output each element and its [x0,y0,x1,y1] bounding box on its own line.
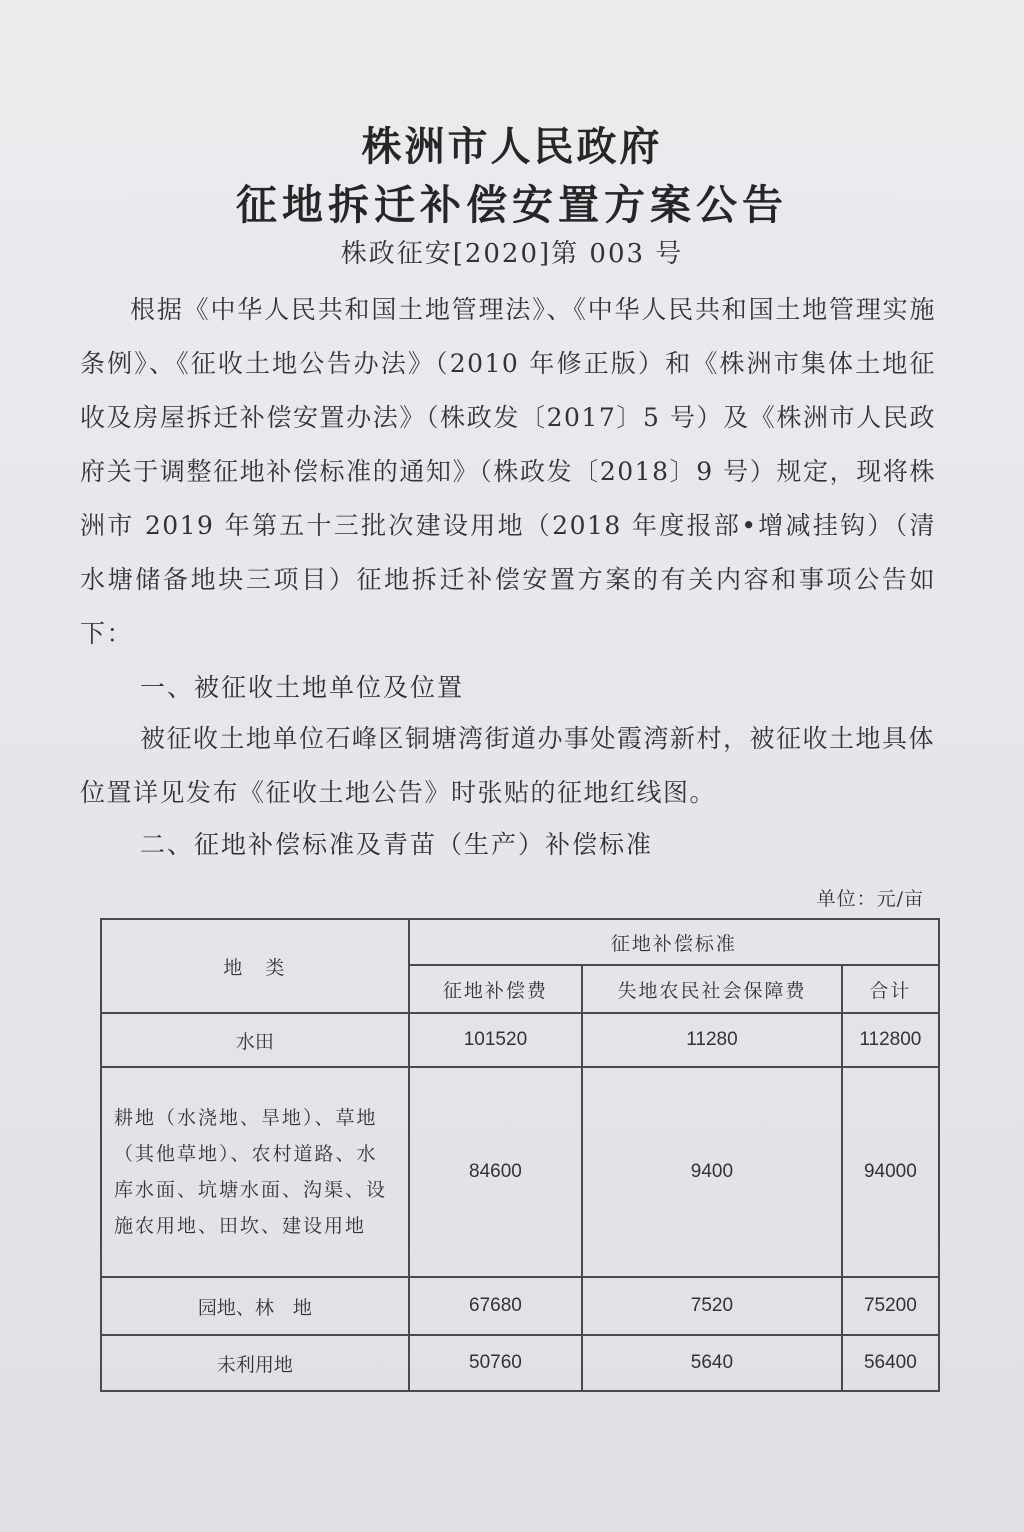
header-land-type: 地 类 [101,919,409,1013]
table-row [101,1067,939,1277]
comp-fee-cell: 50760 [409,1335,582,1391]
comp-fee-cell: 101520 [409,1013,582,1067]
social-fee-cell: 11280 [582,1013,842,1067]
table-row [101,1335,939,1391]
table-header-row [101,919,939,965]
total-cell: 94000 [842,1067,939,1277]
section2-heading: 二、征地补偿标准及青苗（生产）补偿标准 [140,830,654,859]
table-row [101,1013,939,1067]
header-total: 合计 [842,965,939,1013]
comp-fee-cell: 67680 [409,1277,582,1335]
header-comp-fee: 征地补偿费 [409,965,582,1013]
compensation-table [100,918,940,1392]
social-fee-cell: 9400 [582,1067,842,1277]
header-social-security-fee: 失地农民社会保障费 [582,965,842,1013]
land-type-cell: 未利用地 [101,1335,409,1391]
total-cell: 112800 [842,1013,939,1067]
land-type-cell: 园地、林 地 [101,1277,409,1335]
land-type-cell: 水田 [101,1013,409,1067]
section1-heading: 一、被征收土地单位及位置 [140,673,465,702]
document-title-line1: 株洲市人民政府 [361,123,663,170]
document-title-line2: 征地拆迁补偿安置方案公告 [236,181,788,229]
land-type-cell: 耕地（水浇地、旱地）、草地（其他草地）、农村道路、水库水面、坑塘水面、沟渠、设施农用地、田坎、建设用地 [101,1067,409,1277]
header-compensation-group: 征地补偿标准 [409,919,939,965]
comp-fee-cell: 84600 [409,1067,582,1277]
section1-paragraph: 被征收土地单位石峰区铜塘湾街道办事处霞湾新村，被征收土地具体位置详见发布《征收土地公告》时张贴的征地红线图。 [80,724,936,807]
unit-note: 单位：元/亩 [816,888,924,910]
document-number: 株政征安[2020]第 003 号 [340,239,684,269]
total-cell: 75200 [842,1277,939,1335]
intro-paragraph: 根据《中华人民共和国土地管理法》、《中华人民共和国土地管理实施条例》、《征收土地公告办法》（2010 年修正版）和《株洲市集体土地征收及房屋拆迁补偿安置办法》（株政发〔2017〕5 号）及《株洲市人民政府关于调整征地补偿标准的通知》（株政发〔2018〕9 号）规定，现将株洲市 2019 年第五十三批次建设用地（2018 年度报部•增减挂钩）（清水塘储备地块三项目）征地拆迁补偿安置方案的有关内容和事项公告如下： [80,295,936,648]
social-fee-cell: 7520 [582,1277,842,1335]
total-cell: 56400 [842,1335,939,1391]
social-fee-cell: 5640 [582,1335,842,1391]
table-row [101,1277,939,1335]
